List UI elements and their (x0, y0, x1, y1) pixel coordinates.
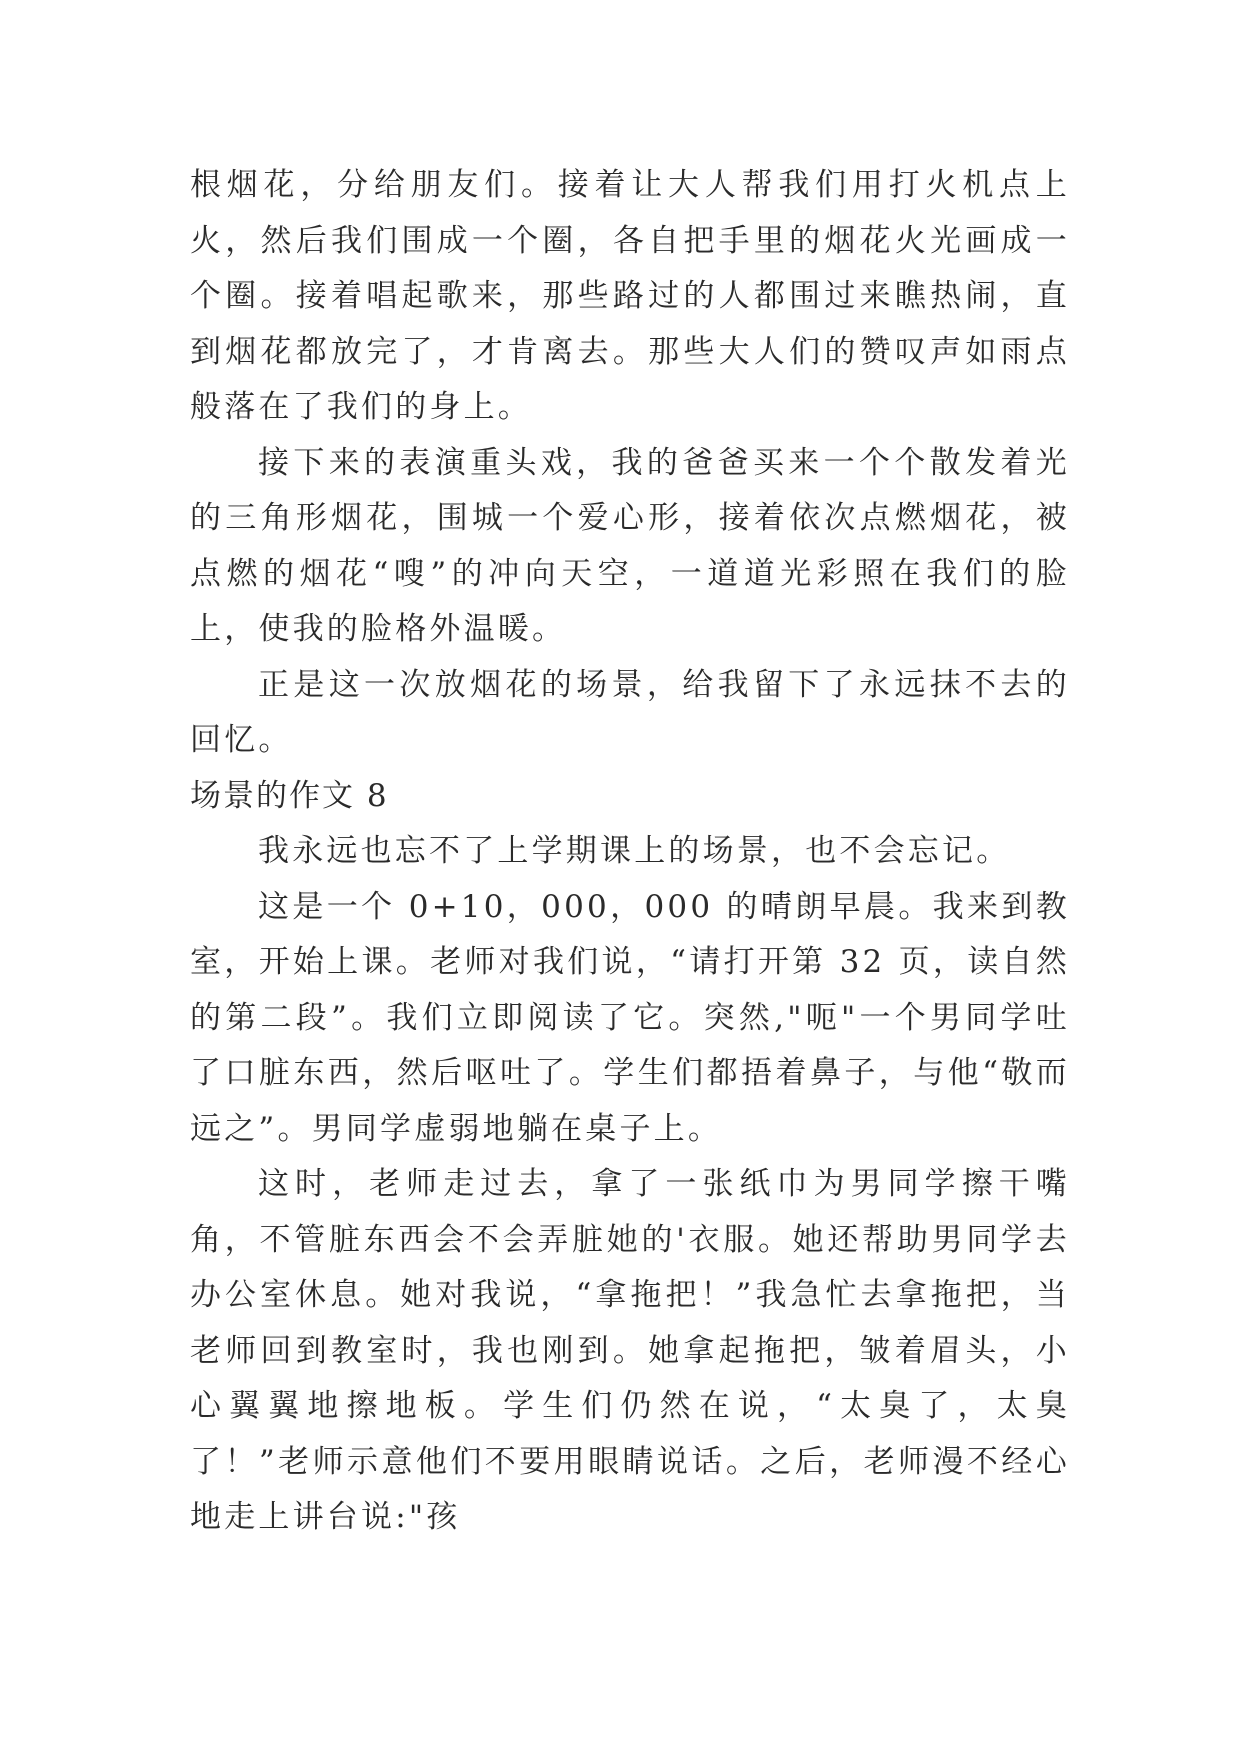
essay-heading: 场景的作文 8 (190, 777, 389, 814)
paragraph-fireworks-circle: 根烟花，分给朋友们。接着让大人帮我们用打火机点上火，然后我们围成一个圈，各自把手里的烟花火光画成一个圈。接着唱起歌来，那些路过的人都围过来瞧热闹，直到烟花都放完了，才肯离去。那些大人们的赞叹声如雨点般落在了我们的身上。 (190, 167, 1070, 425)
paragraph-classroom-intro: 我永远也忘不了上学期课上的场景，也不会忘记。 (258, 833, 1011, 869)
document-body (190, 158, 1070, 1546)
paragraph-heart-fireworks: 接下来的表演重头戏，我的爸爸买来一个个散发着光的三角形烟花，围城一个爱心形，接着依次点燃烟花，被点燃的烟花“嗖”的冲向天空，一道道光彩照在我们的脸上，使我的脸格外温暖。 (190, 444, 1070, 647)
paragraph-teacher-helps: 这时，老师走过去，拿了一张纸巾为男同学擦干嘴角，不管脏东西会不会弄脏她的'衣服。她还帮助男同学去办公室休息。她对我说，“拿拖把！”我急忙去拿拖把，当老师回到教室时，我也刚到。她拿起拖把，皱着眉头，小心翼翼地擦地板。学生们仍然在说，“太臭了，太臭了！”老师示意他们不要用眼睛说话。之后，老师漫不经心地走上讲台说:"孩 (190, 1166, 1070, 1535)
paragraph-memory: 正是这一次放烟花的场景，给我留下了永远抹不去的回忆。 (190, 666, 1070, 758)
paragraph-morning-class: 这是一个 0+10，000，000 的晴朗早晨。我来到教室，开始上课。老师对我们说，“请打开第 32 页，读自然的第二段”。我们立即阅读了它。突然,"呃"一个男同学吐了口脏东西，然后呕吐了。学生们都捂着鼻子，与他“敬而远之”。男同学虚弱地躺在桌子上。 (190, 888, 1070, 1147)
